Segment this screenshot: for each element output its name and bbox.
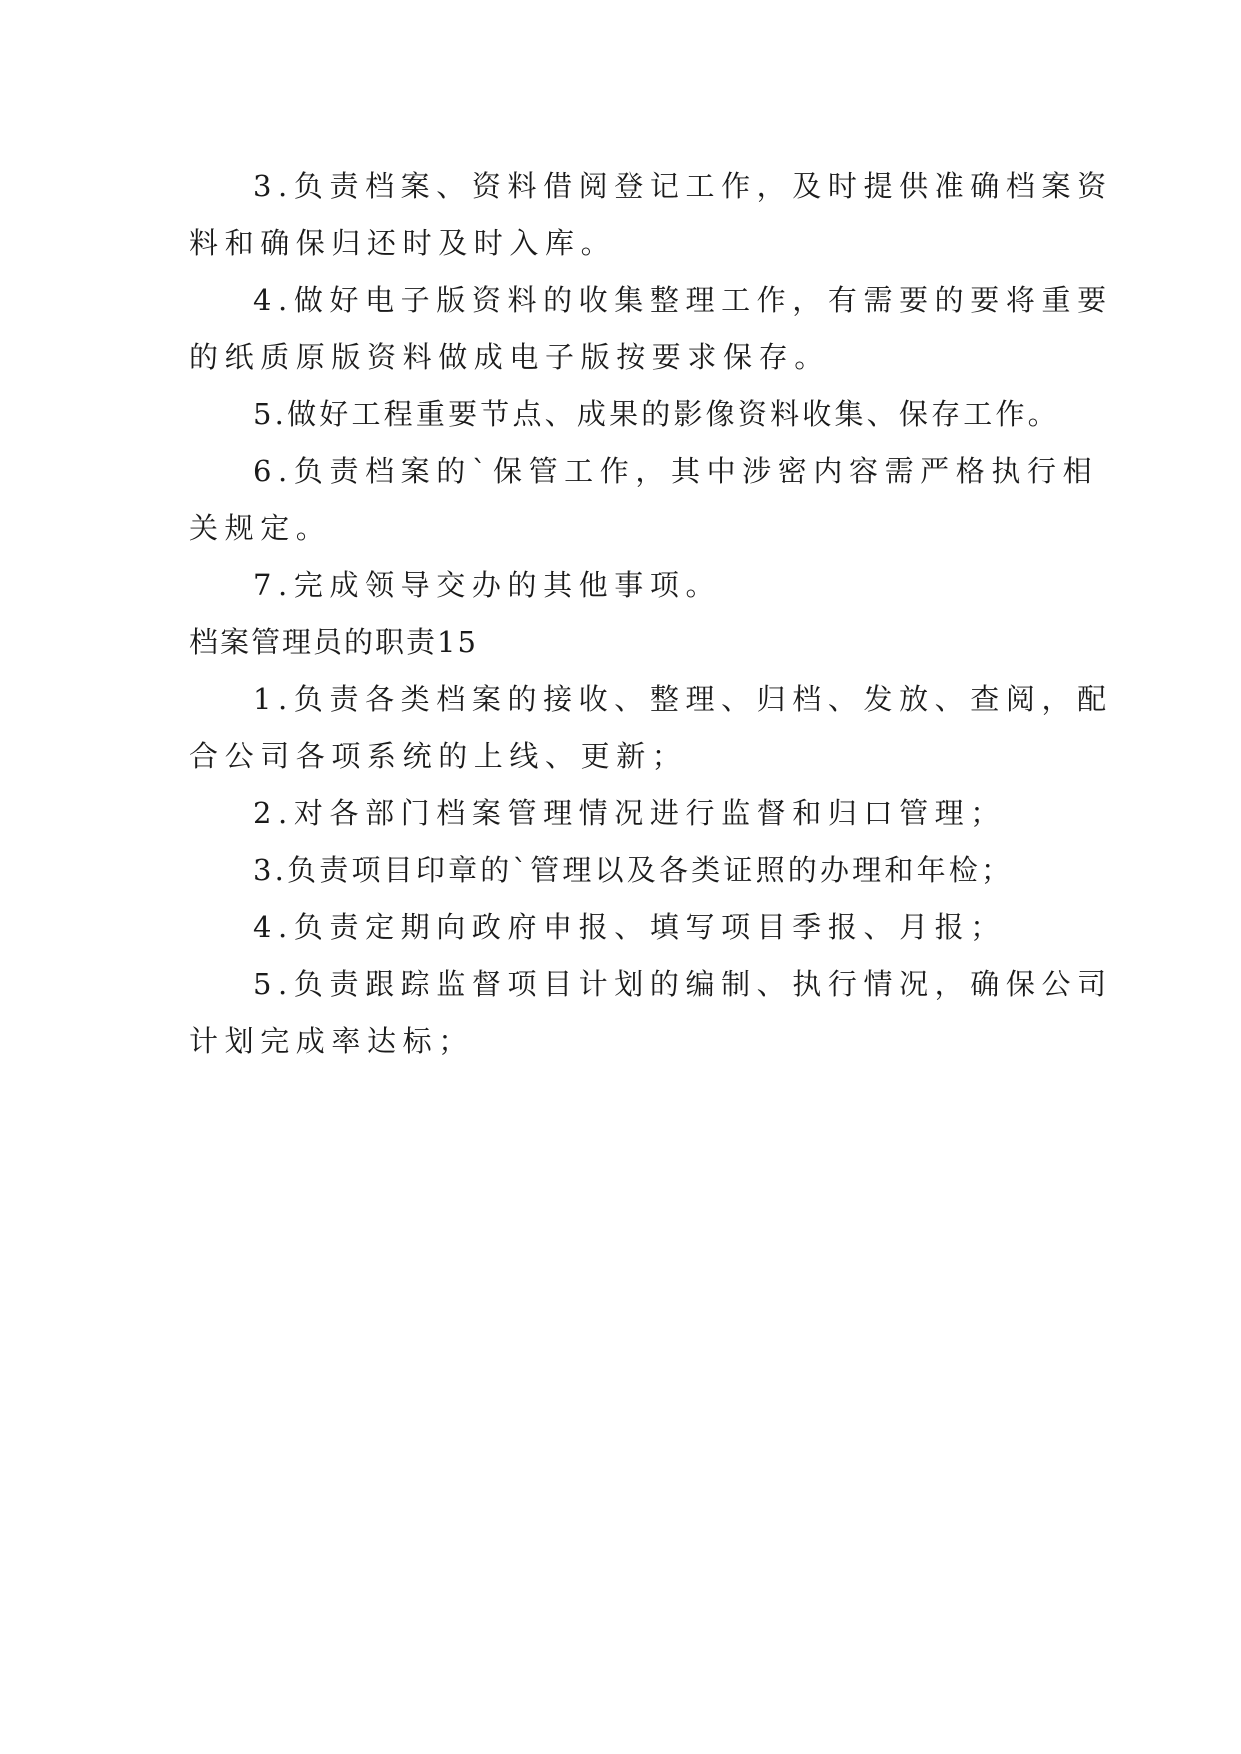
paragraph-line: 2.对各部门档案管理情况进行监督和归口管理； xyxy=(253,796,1006,830)
paragraph-line: 4.做好电子版资料的收集整理工作，有需要的要将重要 xyxy=(253,283,1113,317)
paragraph-line: 的纸质原版资料做成电子版按要求保存。 xyxy=(189,340,830,374)
paragraph-line: 5.负责跟踪监督项目计划的编制、执行情况，确保公司 xyxy=(253,967,1113,1001)
paragraph-line: 5.做好工程重要节点、成果的影像资料收集、保存工作。 xyxy=(253,397,1060,431)
paragraph-line: 7.完成领导交办的其他事项。 xyxy=(253,568,722,602)
paragraph-line: 3.负责项目印章的`管理以及各类证照的办理和年检； xyxy=(253,853,1014,887)
paragraph-line: 关规定。 xyxy=(189,511,332,545)
paragraph-line: 料和确保归还时及时入库。 xyxy=(189,226,617,260)
paragraph-line: 3.负责档案、资料借阅登记工作，及时提供准确档案资 xyxy=(253,169,1113,203)
paragraph-line: 1.负责各类档案的接收、整理、归档、发放、查阅，配 xyxy=(253,682,1113,716)
paragraph-line: 6.负责档案的`保管工作，其中涉密内容需严格执行相 xyxy=(253,454,1099,488)
paragraph-line: 4.负责定期向政府申报、填写项目季报、月报； xyxy=(253,910,1006,944)
paragraph-line: 计划完成率达标； xyxy=(189,1024,474,1058)
section-heading: 档案管理员的职责15 xyxy=(189,625,478,659)
paragraph-line: 合公司各项系统的上线、更新； xyxy=(189,739,688,773)
